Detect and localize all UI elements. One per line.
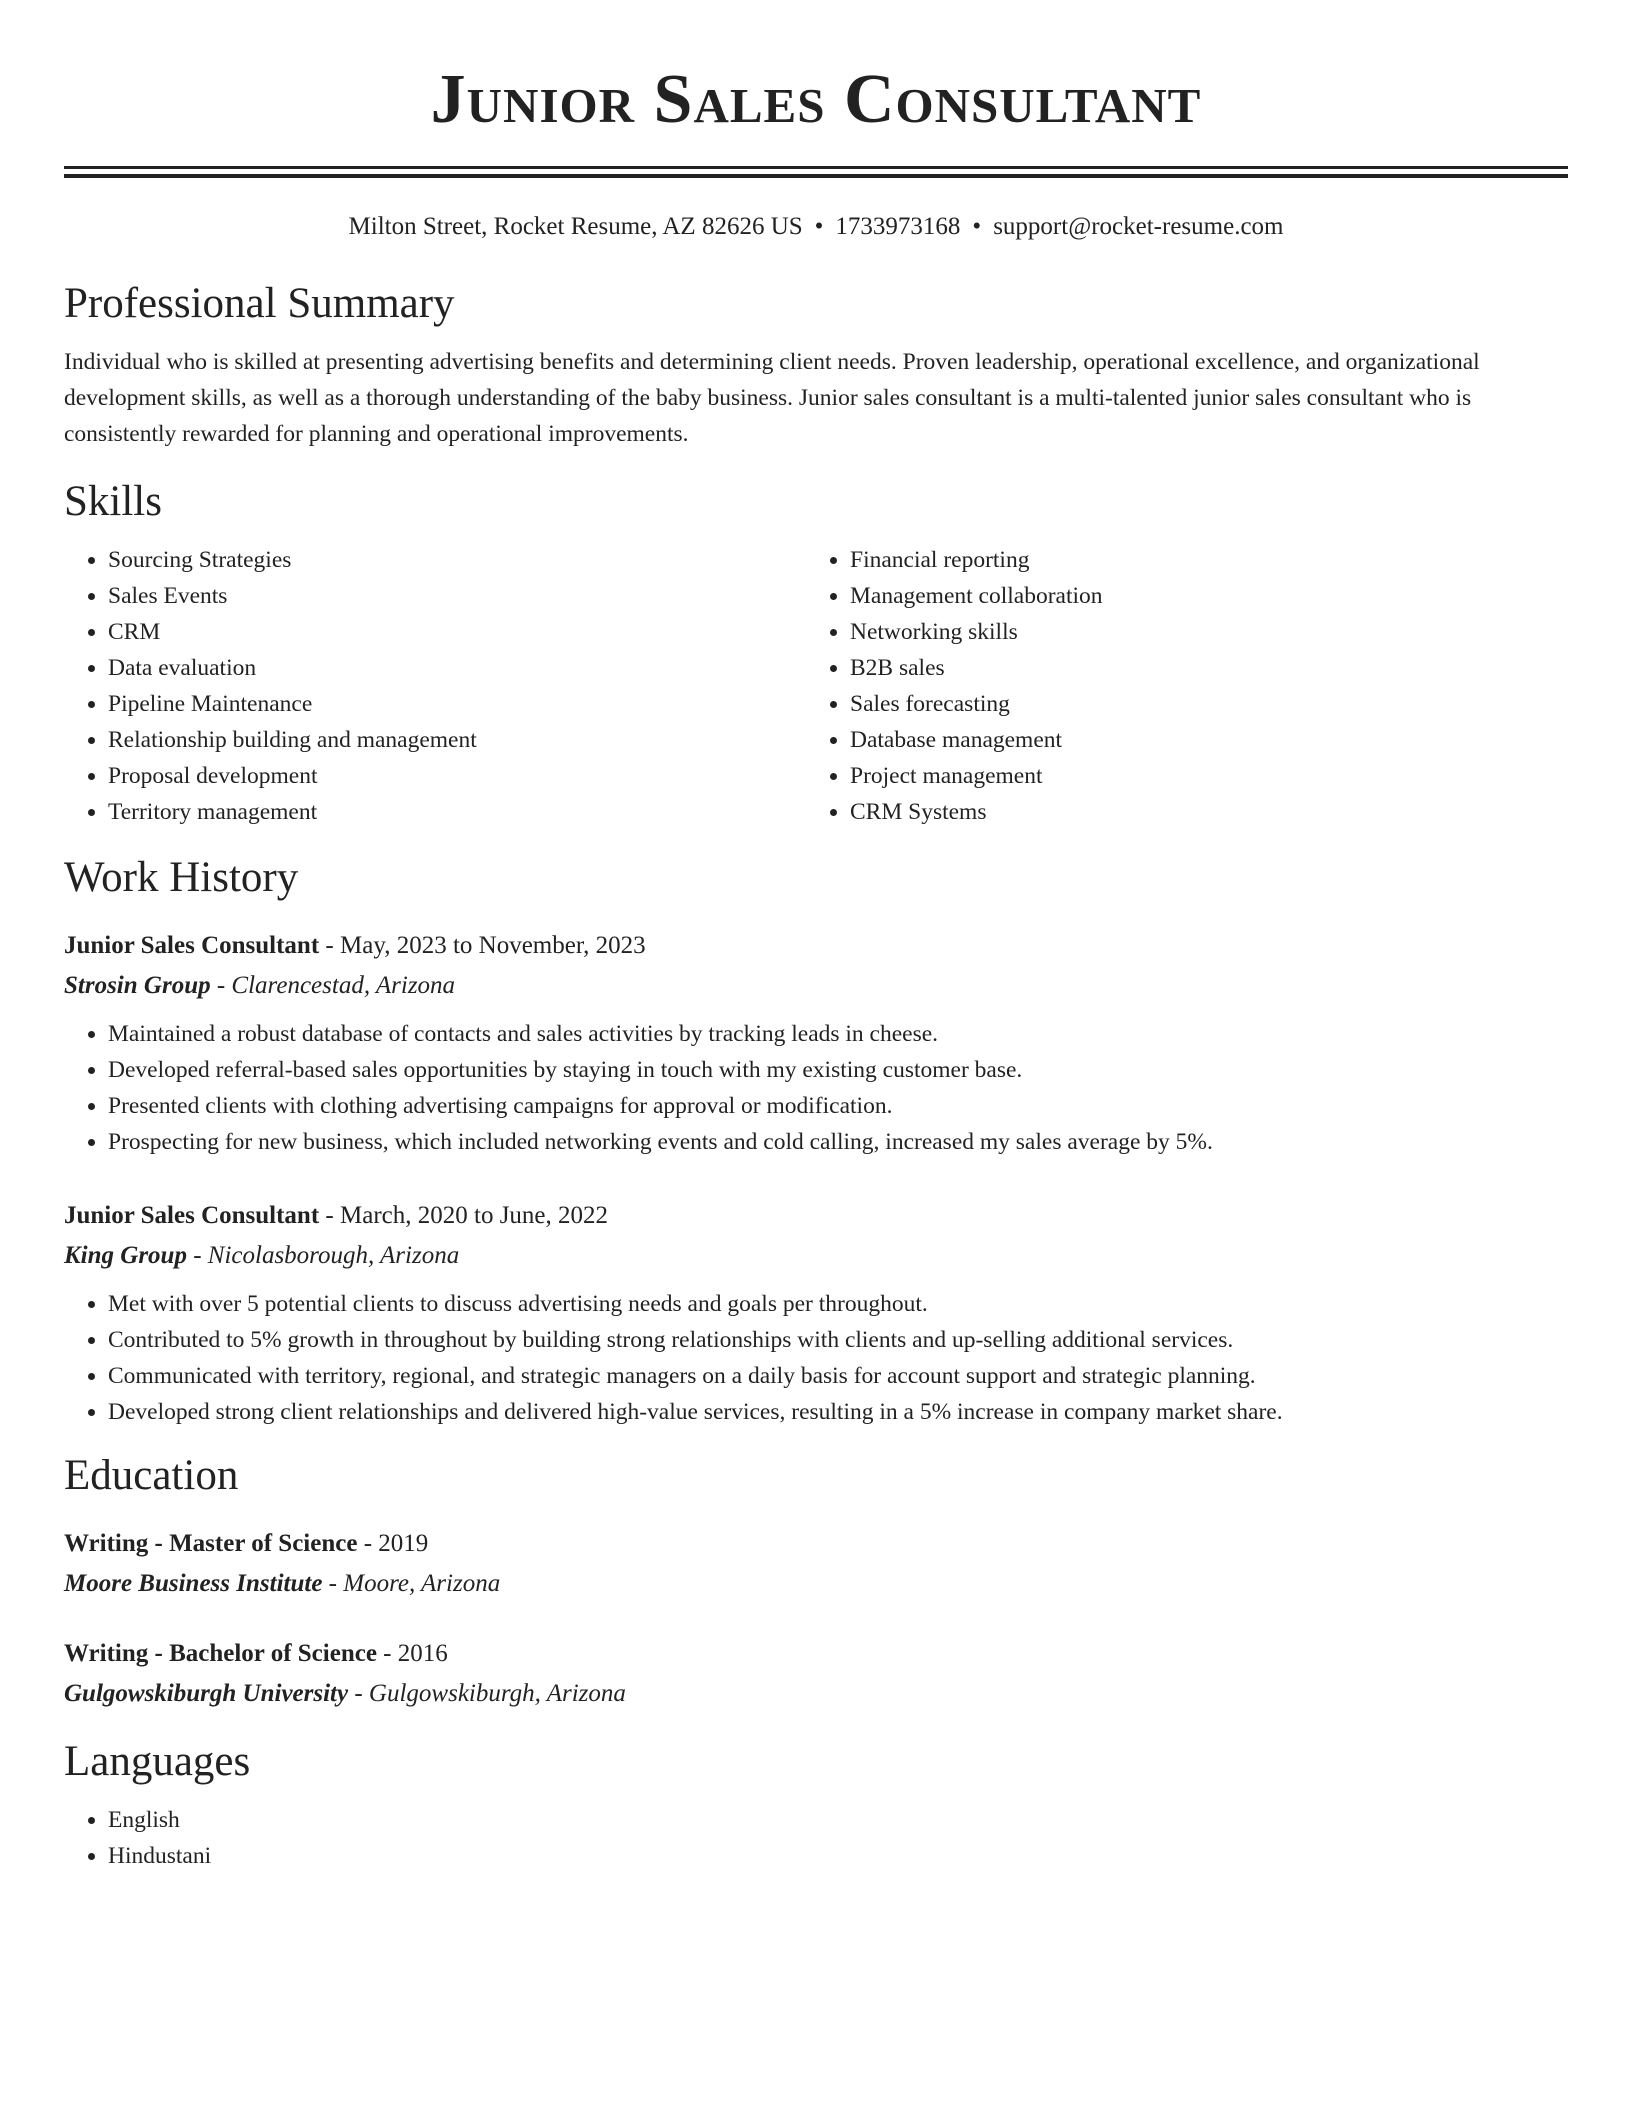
- skill-item: • Proposal development: [108, 758, 806, 794]
- skill-item: • Pipeline Maintenance: [108, 686, 806, 722]
- language-item: • English: [108, 1802, 1568, 1838]
- skill-item: • Project management: [850, 758, 1548, 794]
- skill-item: • Sales Events: [108, 578, 806, 614]
- skill-item: • Management collaboration: [850, 578, 1548, 614]
- section-title-education: Education: [64, 1452, 239, 1499]
- education-year: - 2019: [357, 1530, 429, 1557]
- job-bullets: [64, 1286, 1568, 1430]
- skills-grid: [64, 542, 1568, 830]
- section-title-summary: Professional Summary: [64, 280, 455, 327]
- section-title-work-history: Work History: [64, 854, 299, 901]
- languages-list: [64, 1802, 1568, 1874]
- skill-item: • Data evaluation: [108, 650, 806, 686]
- education-entry: [64, 1524, 1568, 1604]
- language-item: • Hindustani: [108, 1838, 1568, 1874]
- contact-address: Milton Street, Rocket Resume, AZ 82626 US: [348, 213, 803, 240]
- contact-separator: •: [814, 213, 824, 240]
- job-dates: - March, 2020 to June, 2022: [319, 1202, 609, 1229]
- skill-item: • Sales forecasting: [850, 686, 1548, 722]
- skill-item: • Sourcing Strategies: [108, 542, 806, 578]
- job-bullet: • Contributed to 5% growth in throughout by building strong relationships with clients and up-selling additional services.: [108, 1322, 1568, 1358]
- header-double-rule: [64, 166, 1568, 178]
- job-title-line: [64, 926, 1568, 966]
- skill-item: • Financial reporting: [850, 542, 1548, 578]
- education-degree-line: [64, 1524, 1568, 1564]
- education-entry: [64, 1634, 1568, 1714]
- contact-separator: •: [972, 213, 982, 240]
- job-bullet: • Communicated with territory, regional, and strategic managers on a daily basis for account support and strategic planning.: [108, 1358, 1568, 1394]
- job-company-line: [64, 966, 1568, 1006]
- education-school-line: [64, 1564, 1568, 1604]
- job-role: Junior Sales Consultant: [64, 1202, 320, 1229]
- skills-column-right: [806, 542, 1548, 830]
- section-title-skills: Skills: [64, 478, 162, 525]
- skill-item: • B2B sales: [850, 650, 1548, 686]
- job-location: - Clarencestad, Arizona: [210, 972, 456, 999]
- education-degree: Writing - Bachelor of Science: [64, 1640, 377, 1667]
- education-location: - Gulgowskiburgh, Arizona: [348, 1680, 626, 1707]
- job-bullets: [64, 1016, 1568, 1160]
- education-school: Moore Business Institute: [64, 1570, 323, 1597]
- summary-text: Individual who is skilled at presenting advertising benefits and determining client needs. Proven leadership, operational excellence, and organizational development skills, as well as a thorough understanding of the baby business. Junior sales consultant is a multi-talented junior sales consultant who is consistently rewarded for planning and operational improvements.: [64, 349, 1480, 447]
- education-location: - Moore, Arizona: [322, 1570, 501, 1597]
- skill-item: • Database management: [850, 722, 1548, 758]
- job-bullet: • Developed referral-based sales opportunities by staying in touch with my existing customer base.: [108, 1052, 1568, 1088]
- job-bullet: • Prospecting for new business, which included networking events and cold calling, increased my sales average by 5%.: [108, 1124, 1568, 1160]
- job-bullet: • Maintained a robust database of contacts and sales activities by tracking leads in cheese.: [108, 1016, 1568, 1052]
- skill-item: • Territory management: [108, 794, 806, 830]
- job-bullet: • Developed strong client relationships and delivered high-value services, resulting in a 5% increase in company market share.: [108, 1394, 1568, 1430]
- contact-phone: 1733973168: [835, 213, 961, 240]
- job-entry: [64, 1196, 1568, 1430]
- job-bullet: • Met with over 5 potential clients to discuss advertising needs and goals per throughout.: [108, 1286, 1568, 1322]
- education-school-line: [64, 1674, 1568, 1714]
- job-role: Junior Sales Consultant: [64, 932, 320, 959]
- job-company-line: [64, 1236, 1568, 1276]
- job-bullet: • Presented clients with clothing advertising campaigns for approval or modification.: [108, 1088, 1568, 1124]
- skill-item: • Relationship building and management: [108, 722, 806, 758]
- job-location: - Nicolasborough, Arizona: [186, 1242, 460, 1269]
- job-company: King Group: [64, 1242, 187, 1269]
- skill-item: • Networking skills: [850, 614, 1548, 650]
- section-title-languages: Languages: [64, 1738, 251, 1785]
- education-school: Gulgowskiburgh University: [64, 1680, 349, 1707]
- job-entry: [64, 926, 1568, 1160]
- job-dates: - May, 2023 to November, 2023: [319, 932, 646, 959]
- education-degree: Writing - Master of Science: [64, 1530, 358, 1557]
- candidate-name: Junior Sales Consultant: [430, 61, 1202, 138]
- education-year: - 2016: [376, 1640, 448, 1667]
- education-degree-line: [64, 1634, 1568, 1674]
- contact-email: support@rocket-resume.com: [993, 213, 1284, 240]
- job-title-line: [64, 1196, 1568, 1236]
- job-company: Strosin Group: [64, 972, 211, 999]
- skills-column-left: [64, 542, 806, 830]
- skill-item: • CRM Systems: [850, 794, 1548, 830]
- contact-line: [64, 212, 1568, 242]
- skill-item: • CRM: [108, 614, 806, 650]
